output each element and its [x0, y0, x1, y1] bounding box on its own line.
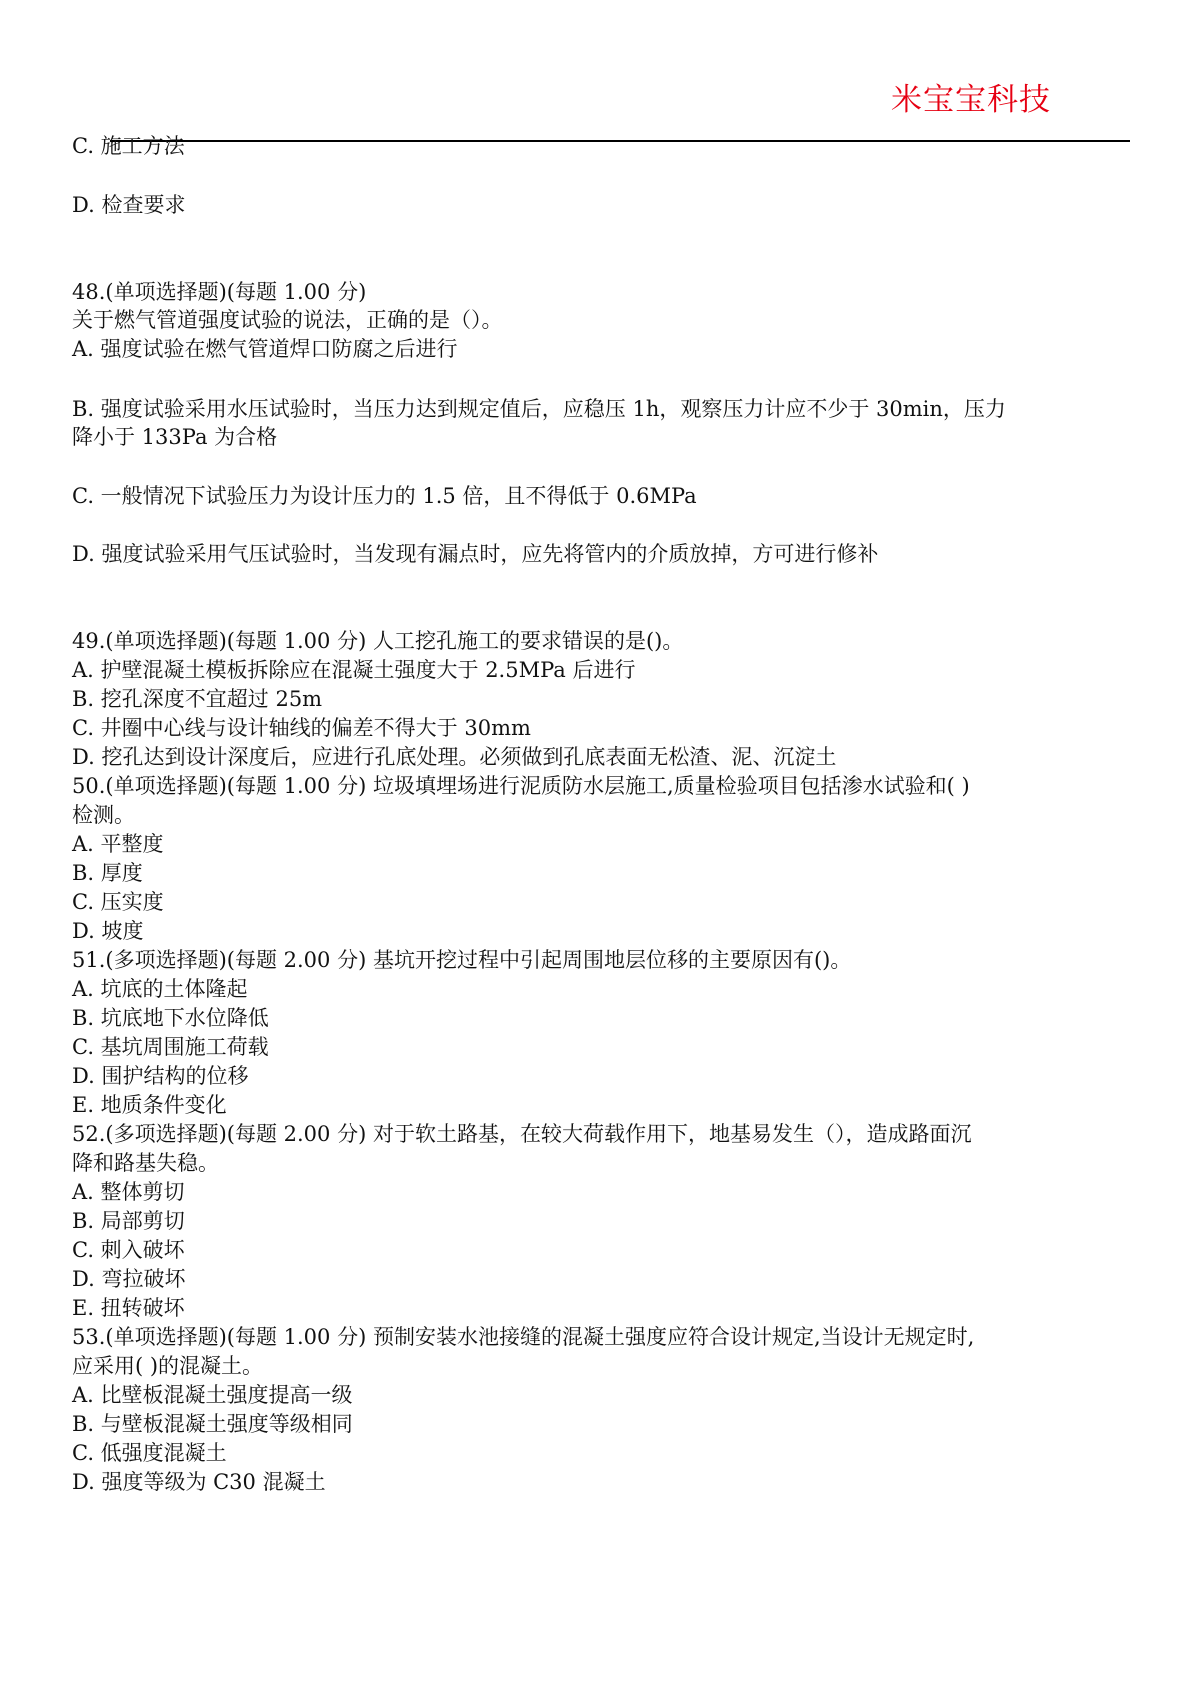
option-line: B. 坑底地下水位降低 — [72, 1006, 269, 1030]
option-line: D. 弯拉破坏 — [72, 1267, 186, 1291]
question-stem: 52.(多项选择题)(每题 2.00 分) 对于软土路基，在较大荷载作用下，地基易发生（），造成路面沉 — [72, 1122, 972, 1146]
option-line: E. 扭转破坏 — [72, 1296, 185, 1320]
question-stem-continued: 检测。 — [72, 803, 135, 827]
option-line: D. 强度等级为 C30 混凝土 — [72, 1470, 326, 1494]
option-line: C. 一般情况下试验压力为设计压力的 1.5 倍，且不得低于 0.6MPa — [72, 484, 697, 508]
question-stem: 51.(多项选择题)(每题 2.00 分) 基坑开挖过程中引起周围地层位移的主要原因有()。 — [72, 948, 852, 972]
option-line: D. 强度试验采用气压试验时，当发现有漏点时，应先将管内的介质放掉，方可进行修补 — [72, 542, 879, 566]
option-line: C. 基坑周围施工荷载 — [72, 1035, 269, 1059]
option-line: A. 平整度 — [72, 832, 164, 856]
option-line: B. 挖孔深度不宜超过 25m — [72, 687, 323, 711]
question-meta: 48.(单项选择题)(每题 1.00 分) — [72, 280, 367, 304]
question-stem: 53.(单项选择题)(每题 1.00 分) 预制安装水池接缝的混凝土强度应符合设计规定,当设计无规定时, — [72, 1325, 975, 1349]
option-line: E. 地质条件变化 — [72, 1093, 227, 1117]
question-stem-continued: 应采用( )的混凝土。 — [72, 1354, 264, 1378]
header-divider — [110, 140, 1130, 142]
option-line: D. 围护结构的位移 — [72, 1064, 249, 1088]
option-line: C. 刺入破坏 — [72, 1238, 185, 1262]
option-line: B. 与壁板混凝土强度等级相同 — [72, 1412, 353, 1436]
option-line: A. 坑底的土体隆起 — [72, 977, 248, 1001]
option-line: B. 局部剪切 — [72, 1209, 185, 1233]
option-line: A. 整体剪切 — [72, 1180, 185, 1204]
option-line: A. 比壁板混凝土强度提高一级 — [72, 1383, 353, 1407]
brand-watermark: 米宝宝科技 — [891, 82, 1051, 118]
option-line: C. 压实度 — [72, 890, 164, 914]
question-stem: 49.(单项选择题)(每题 1.00 分) 人工挖孔施工的要求错误的是()。 — [72, 629, 684, 653]
option-line: A. 强度试验在燃气管道焊口防腐之后进行 — [72, 337, 458, 361]
option-line: C. 施工方法 — [72, 134, 185, 158]
option-line: B. 厚度 — [72, 861, 143, 885]
option-line: C. 井圈中心线与设计轴线的偏差不得大于 30mm — [72, 716, 531, 740]
option-line-continued: 降小于 133Pa 为合格 — [72, 425, 278, 449]
question-stem: 关于燃气管道强度试验的说法，正确的是（）。 — [72, 308, 503, 332]
option-line: B. 强度试验采用水压试验时，当压力达到规定值后，应稳压 1h，观察压力计应不少于 30min，压力 — [72, 397, 1006, 421]
option-line: D. 坡度 — [72, 919, 144, 943]
question-stem-continued: 降和路基失稳。 — [72, 1151, 219, 1175]
option-line: C. 低强度混凝土 — [72, 1441, 227, 1465]
question-stem: 50.(单项选择题)(每题 1.00 分) 垃圾填埋场进行泥质防水层施工,质量检验项目包括渗水试验和( ) — [72, 774, 970, 798]
option-line: D. 检查要求 — [72, 193, 186, 217]
option-line: D. 挖孔达到设计深度后，应进行孔底处理。必须做到孔底表面无松渣、泥、沉淀土 — [72, 745, 837, 769]
option-line: A. 护壁混凝土模板拆除应在混凝土强度大于 2.5MPa 后进行 — [72, 658, 636, 682]
